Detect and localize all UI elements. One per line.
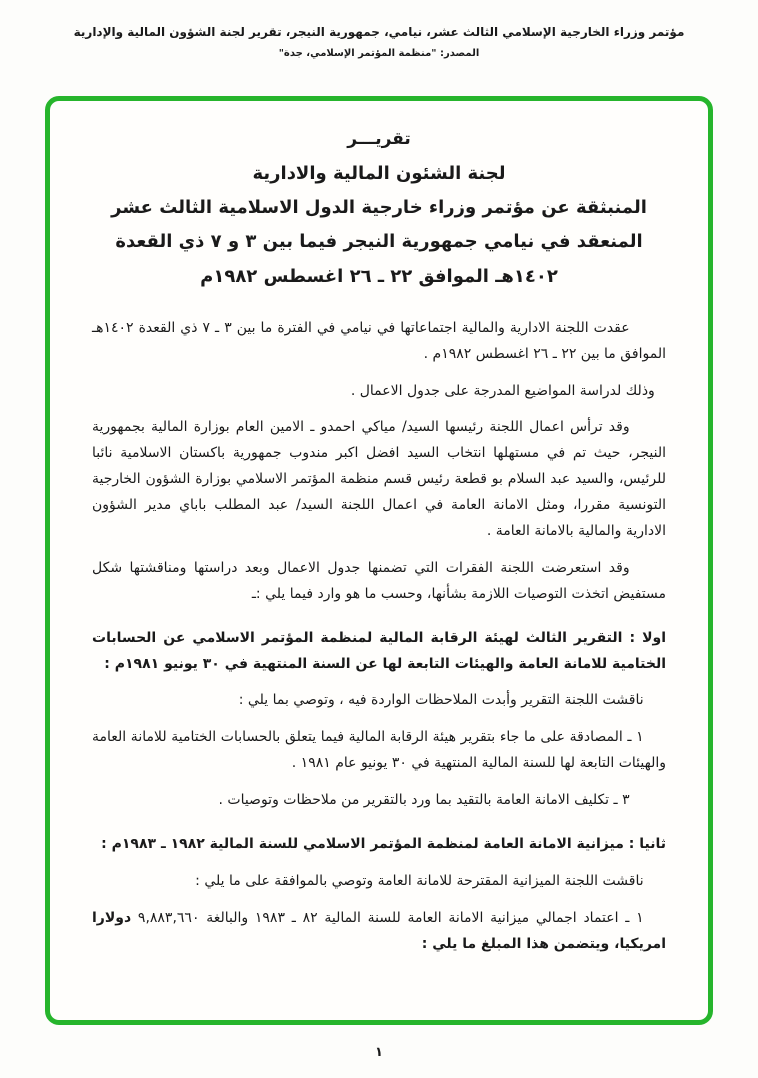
doc-subtitle-line-2: المنبثقة عن مؤتمر وزراء خارجية الدول الاسلامية الثالث عشر [111,197,647,219]
doc-subtitle-line-1: لجنة الشئون المالية والادارية [252,163,506,184]
document-frame [45,96,713,1025]
doc-title: تقريـــر [347,129,411,149]
section-2-item-1-currency: دولارا امريكيا، ويتضمن هذا المبلغ ما يلي : [92,909,666,952]
paragraph-committee-officers: وقد ترأس اعمال اللجنة رئيسها السيد/ مياكي احمدو ـ الامين العام بوزارة المالية بجمهورية النيجر، حيث تم في مستهلها انتخاب السيد افضل اكبر مندوب جمهورية باكستان الاسلامية نائبا للرئيس، والسيد عبد السلام بو قطعة رئيس قسم منظمة المؤتمر الاسلامي بوزارة الشؤون الخارجية التونسية مقررا، ومثل الامانة العامة في اعمال اللجنة السيد/ عبد المطلب باباي مدير الشؤون الادارية والمالية بالامانة العامة . [92,419,666,539]
paragraph-agenda-purpose: وذلك لدراسة المواضيع المدرجة على جدول الاعمال . [350,382,655,399]
section-1-item-1: ١ ـ المصادقة على ما جاء بتقرير هيئة الرقابة المالية فيما يتعلق بالحسابات الختامية للامانة العامة والهيئات التابعة لها للسنة المالية المنتهية في ٣٠ يونيو عام ١٩٨١ . [92,729,666,772]
section-2-intro: ناقشت اللجنة الميزانية المقترحة للامانة العامة وتوصي بالموافقة على ما يلي : [195,872,644,889]
section-2-item-1 [92,906,666,958]
section-1-item-2: ٣ ـ تكليف الامانة العامة بالتقيد بما ورد بالتقرير من ملاحظات وتوصيات . [218,792,630,809]
header-title-line: مؤتمر وزراء الخارجية الإسلامي الثالث عشر، نيامي، جمهورية النيجر، تقرير لجنة الشؤون المالية والإدارية [73,25,685,39]
section-2-item-1-amount: ١ ـ اعتماد اجمالي ميزانية الامانة العامة للسنة المالية ٨٢ ـ ١٩٨٣ والبالغة ٩,٨٨٣,٦٦٠ [131,909,644,926]
document-header [0,24,758,59]
section-2-heading: ثانيا : ميزانية الامانة العامة لمنظمة المؤتمر الاسلامي للسنة المالية ١٩٨٢ ـ ١٩٨٣م : [101,836,666,852]
page-number: ١ [375,1045,383,1060]
section-1-intro: ناقشت اللجنة التقرير وأبدت الملاحظات الواردة فيه ، وتوصي بما يلي : [238,692,644,709]
paragraph-meeting-dates: عقدت اللجنة الادارية والمالية اجتماعاتها في نيامي في الفترة ما بين ٣ ـ ٧ ذي القعدة ١٤٠٢هـ الموافق ما بين ٢٢ ـ ٢٦ اغسطس ١٩٨٢م . [92,319,666,362]
header-source-line: المصدر: "منظمة المؤتمر الإسلامي، جدة" [278,47,480,59]
doc-subtitle-block [92,157,666,294]
doc-subtitle-line-4: ١٤٠٢هـ الموافق ٢٢ ـ ٢٦ اغسطس ١٩٨٢م [200,265,558,287]
paragraph-recommendations-intro: وقد استعرضت اللجنة الفقرات التي تضمنها جدول الاعمال وبعد دراستها ومناقشتها شكل مستفيض اتخذت التوصيات اللازمة بشأنها، وحسب ما هو وارد فيما يلي :ـ [92,559,666,602]
doc-subtitle-line-3: المنعقد في نيامي جمهورية النيجر فيما بين ٣ و ٧ ذي القعدة [115,231,643,253]
section-1-heading: اولا : التقرير الثالث لهيئة الرقابة المالية لمنظمة المؤتمر الاسلامي عن الحسابات الختامية للامانة العامة والهيئات التابعة لها عن السنة المنتهية في ٣٠ يونيو ١٩٨١م : [92,629,666,672]
